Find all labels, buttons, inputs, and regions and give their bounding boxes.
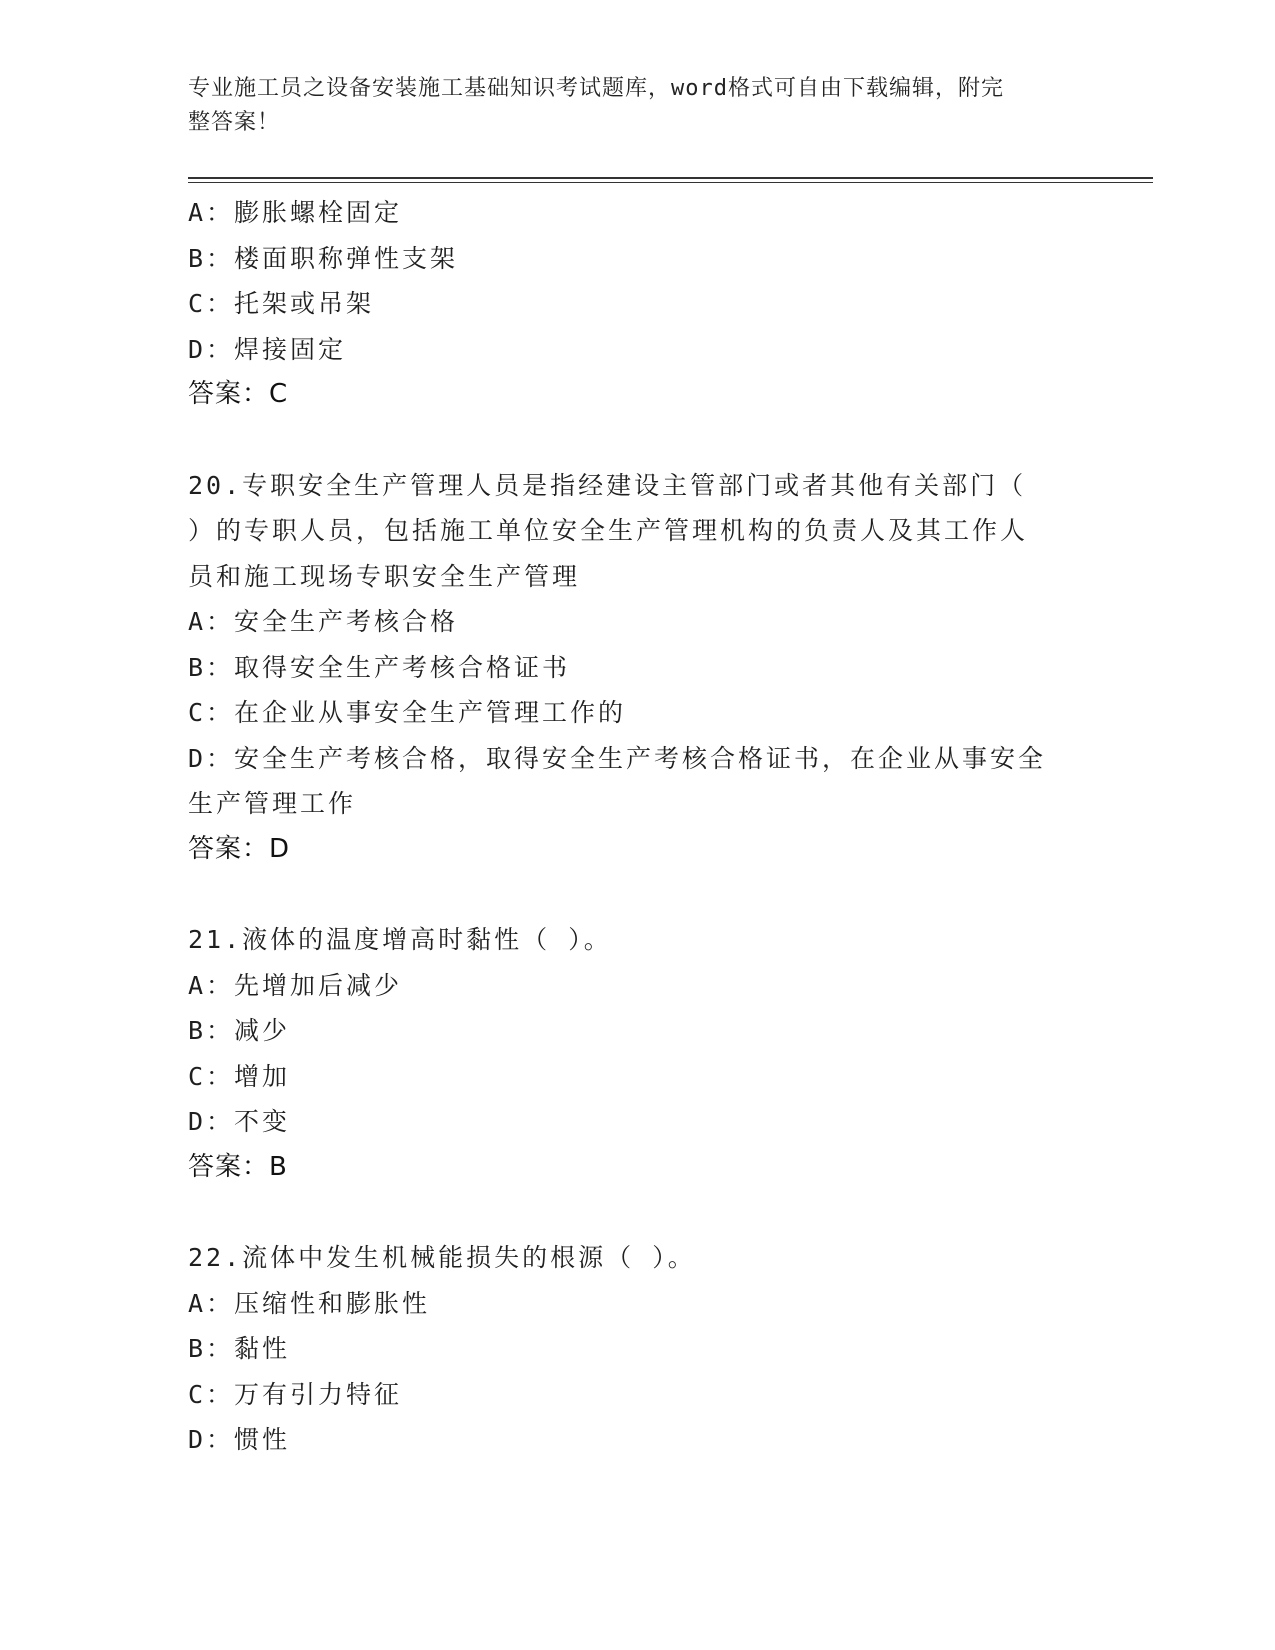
header-divider-thin	[188, 182, 1153, 183]
option-d: D：不变	[188, 1107, 291, 1136]
question-stem-line-1: 21.液体的温度增高时黏性（ ）。	[188, 925, 612, 954]
question-gap	[188, 872, 1088, 917]
question-19-options	[188, 190, 1088, 418]
question-21	[188, 917, 1088, 1190]
question-gap	[188, 418, 1088, 463]
option-a: A：压缩性和膨胀性	[188, 1288, 431, 1318]
header-line-2: 整答案！	[188, 110, 281, 135]
option-c: C：在企业从事安全生产管理工作的	[188, 698, 627, 727]
option-d-continued: 生产管理工作	[188, 789, 357, 818]
option-c: C：增加	[188, 1061, 291, 1091]
question-22	[188, 1235, 1088, 1463]
header-divider-thick	[188, 177, 1153, 179]
option-c: C：托架或吊架	[188, 289, 375, 318]
option-a: A：膨胀螺栓固定	[188, 198, 403, 227]
question-stem-line-1: 20.专职安全生产管理人员是指经建设主管部门或者其他有关部门（	[188, 470, 1027, 500]
question-gap	[188, 1190, 1088, 1235]
option-d: D：安全生产考核合格，取得安全生产考核合格证书，在企业从事安全	[188, 743, 1047, 773]
document-header	[188, 72, 1068, 140]
question-stem-line-2: ）的专职人员，包括施工单位安全生产管理机构的负责人及其工作人	[188, 516, 1029, 545]
option-d: D：焊接固定	[188, 334, 347, 364]
option-c: C：万有引力特征	[188, 1379, 403, 1409]
answer-line: 答案：D	[188, 833, 291, 864]
answer-line: 答案：B	[188, 1151, 288, 1182]
option-b: B：楼面职称弹性支架	[188, 243, 459, 273]
option-b: B：黏性	[188, 1334, 291, 1363]
question-stem-line-3: 员和施工现场专职安全生产管理	[188, 561, 581, 591]
question-list	[188, 190, 1088, 1463]
option-b: B：取得安全生产考核合格证书	[188, 652, 571, 682]
option-a: A：安全生产考核合格	[188, 607, 459, 636]
question-20	[188, 463, 1088, 873]
answer-line: 答案：C	[188, 379, 289, 409]
option-d: D：惯性	[188, 1425, 291, 1454]
option-a: A：先增加后减少	[188, 970, 403, 1000]
question-stem-line-1: 22.流体中发生机械能损失的根源（ ）。	[188, 1243, 696, 1272]
header-line-1: 专业施工员之设备安装施工基础知识考试题库，word格式可自由下载编辑，附完	[188, 76, 1004, 101]
option-b: B：减少	[188, 1016, 291, 1045]
